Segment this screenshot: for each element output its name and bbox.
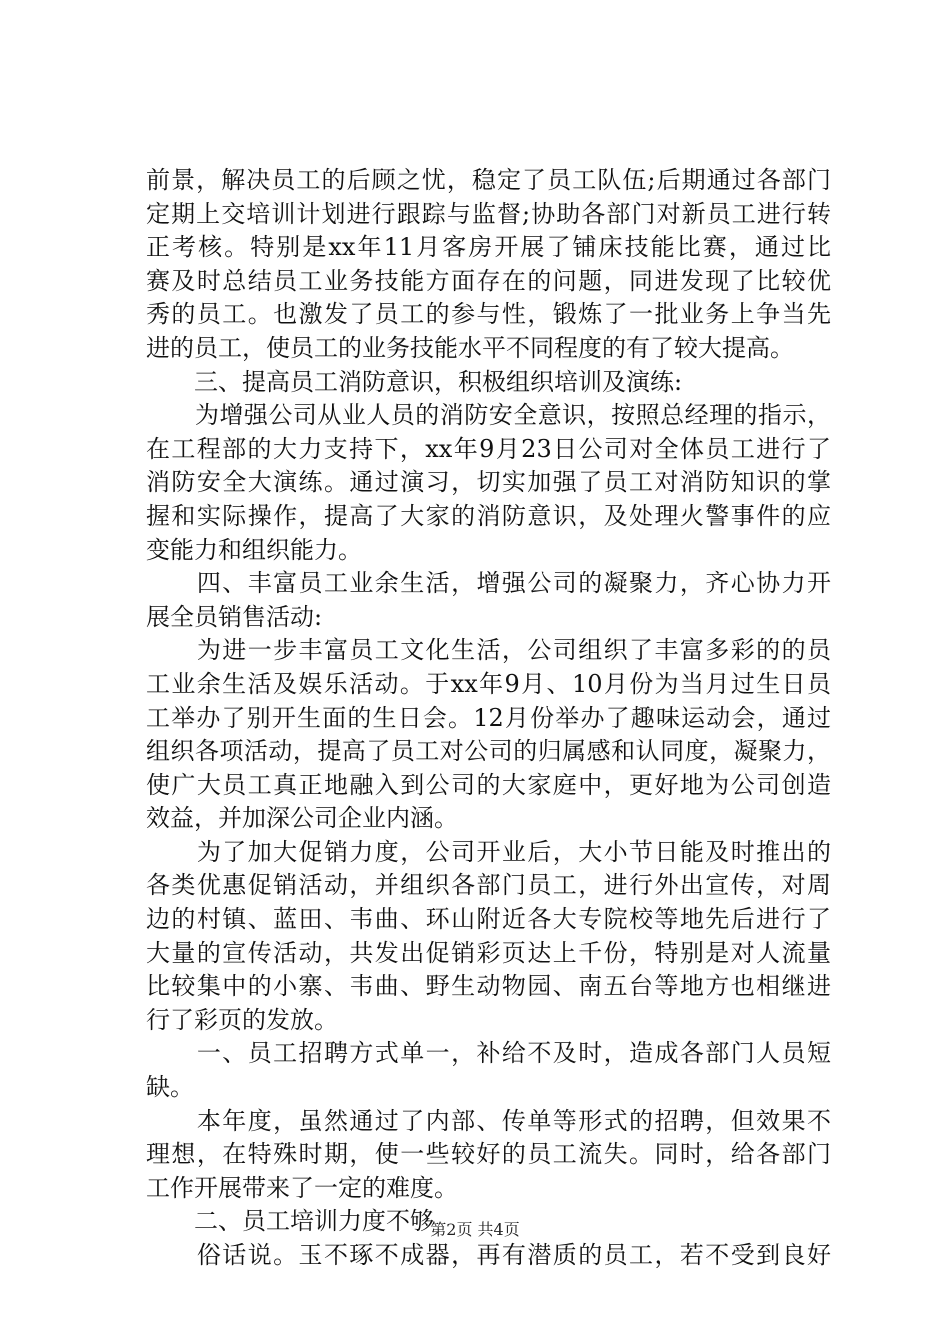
text-line: 比较集中的小寨、韦曲、野生动物园、南五台等地方也相继进 — [146, 972, 831, 1001]
text-line: 展全员销售活动: — [146, 602, 323, 631]
text-line: 本年度，虽然通过了内部、传单等形式的招聘，但效果不 — [146, 1106, 831, 1135]
text-line: 赛及时总结员工业务技能方面存在的问题，同进发现了比较优 — [146, 266, 831, 295]
body-text — [146, 164, 831, 1273]
text-line: 行了彩页的发放。 — [146, 1005, 338, 1034]
text-line: 效益，并加深公司企业内涵。 — [146, 804, 458, 833]
text-line: 为了加大促销力度，公司开业后，大小节日能及时推出的 — [146, 837, 831, 866]
text-line: 工业余生活及娱乐活动。于xx年9月、10月份为当月过生日员 — [146, 669, 831, 698]
text-line: 边的村镇、蓝田、韦曲、环山附近各大专院校等地先后进行了 — [146, 905, 831, 934]
text-line: 使广大员工真正地融入到公司的大家庭中，更好地为公司创造 — [146, 770, 831, 799]
text-line: 三、提高员工消防意识，积极组织培训及演练: — [146, 367, 683, 396]
text-line: 俗话说。玉不琢不成器，再有潜质的员工，若不受到良好 — [146, 1241, 831, 1269]
text-line: 理想，在特殊时期，使一些较好的员工流失。同时，给各部门 — [146, 1140, 831, 1169]
text-line: 消防安全大演练。通过演习，切实加强了员工对消防知识的掌 — [146, 468, 831, 497]
text-line: 变能力和组织能力。 — [146, 535, 362, 564]
text-line: 握和实际操作，提高了大家的消防意识，及处理火警事件的应 — [146, 501, 831, 530]
text-line: 正考核。特别是xx年11月客房开展了铺床技能比赛，通过比 — [146, 233, 831, 262]
text-line: 定期上交培训计划进行跟踪与监督;协助各部门对新员工进行转 — [146, 199, 831, 228]
text-line: 秀的员工。也激发了员工的参与性，锻炼了一批业务上争当先 — [146, 300, 831, 329]
text-line: 二、员工培训力度不够 — [146, 1207, 434, 1236]
text-line: 前景，解决员工的后顾之忧，稳定了员工队伍;后期通过各部门 — [146, 166, 831, 194]
text-line: 工举办了别开生面的生日会。12月份举办了趣味运动会，通过 — [146, 703, 831, 732]
text-line: 为增强公司从业人员的消防安全意识，按照总经理的指示， — [146, 401, 831, 430]
text-line: 在工程部的大力支持下，xx年9月23日公司对全体员工进行了 — [146, 434, 831, 463]
page-footer: 第2页 共4页 — [430, 1220, 520, 1239]
text-line: 进的员工，使员工的业务技能水平不同程度的有了较大提高。 — [146, 333, 794, 362]
text-line: 组织各项活动，提高了员工对公司的归属感和认同度，凝聚力， — [146, 737, 831, 766]
text-line: 为进一步丰富员工文化生活，公司组织了丰富多彩的的员 — [146, 636, 831, 665]
text-line: 一、员工招聘方式单一，补给不及时，造成各部门人员短 — [146, 1039, 831, 1068]
text-line: 各类优惠促销活动，并组织各部门员工，进行外出宣传，对周 — [146, 871, 831, 900]
text-line: 大量的宣传活动，共发出促销彩页达上千份，特别是对人流量 — [146, 938, 831, 967]
text-line: 缺。 — [146, 1073, 194, 1102]
text-line: 工作开展带来了一定的难度。 — [146, 1173, 458, 1202]
text-line: 四、丰富员工业余生活，增强公司的凝聚力，齐心协力开 — [146, 569, 831, 598]
